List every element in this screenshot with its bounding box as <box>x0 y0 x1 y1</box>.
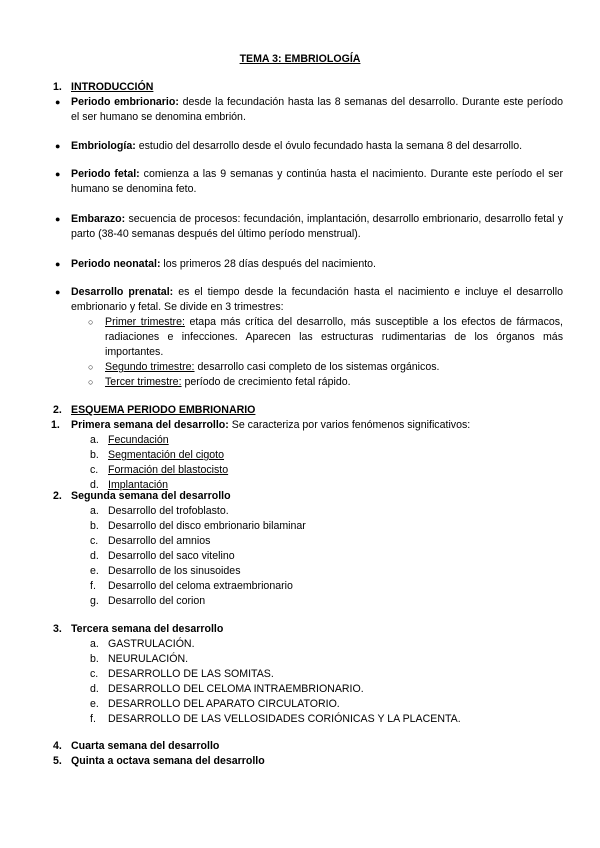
week-3 <box>53 622 563 727</box>
definition: desarrollo casi completo de los sistemas orgánicos. <box>194 361 440 373</box>
list-item: c. DESARROLLO DE LAS SOMITAS. <box>90 668 274 680</box>
section-heading <box>53 403 563 418</box>
week-title: Primera semana del desarrollo: <box>71 419 229 431</box>
week-description: Se caracteriza por varios fenómenos significativos: <box>228 419 471 431</box>
list-item: c. Formación del blastocisto <box>90 464 229 476</box>
definition: etapa más crítica del desarrollo, más susceptible a los efectos de fármacos, radiaciones e infecciones. Aparecen las estructuras rudimentarias de los órganos más importantes. <box>105 316 563 358</box>
term: Desarrollo prenatal: <box>71 286 174 298</box>
bullet-icon: ● <box>55 141 61 151</box>
bullet-periodo-fetal <box>53 167 563 197</box>
list-item: f. DESARROLLO DE LAS VELLOSIDADES CORIÓNICAS Y LA PLACENTA. <box>90 713 461 725</box>
term: Tercer trimestre: <box>105 376 182 388</box>
term: Periodo neonatal: <box>71 258 161 270</box>
trimester-segundo <box>88 360 563 375</box>
list-item: c. Desarrollo del amnios <box>90 535 211 547</box>
circle-bullet-icon: ○ <box>88 362 94 372</box>
definition: estudio del desarrollo desde el óvulo fecundado hasta la semana 8 del desarrollo. <box>135 140 523 152</box>
section-title: ESQUEMA PERIODO EMBRIONARIO <box>71 404 256 416</box>
circle-bullet-icon: ○ <box>88 377 94 387</box>
term: Embriología: <box>71 140 136 152</box>
section-esquema <box>53 403 563 418</box>
definition: comienza a las 9 semanas y continúa hasta el nacimiento. Durante este período el ser humano se denomina feto. <box>71 168 563 195</box>
bullet-periodo-neonatal <box>53 257 563 272</box>
week-title: Cuarta semana del desarrollo <box>71 740 220 752</box>
week-number: 2. <box>53 490 62 502</box>
week-number: 4. <box>53 740 62 752</box>
term: Embarazo: <box>71 213 126 225</box>
section-number: 2. <box>53 404 62 416</box>
week-number: 3. <box>53 623 62 635</box>
list-item: a. Fecundación <box>90 434 169 446</box>
list-item: e. Desarrollo de los sinusoides <box>90 565 241 577</box>
week-title: Tercera semana del desarrollo <box>71 623 224 635</box>
week-4 <box>53 739 563 754</box>
definition: desde la fecundación hasta las 8 semanas del desarrollo. Durante este período el ser humano se denomina embrión. <box>71 96 563 123</box>
definition: es el tiempo desde la fecundación hasta el nacimiento e incluye el desarrollo embrionario y fetal. Se divide en 3 trimestres: <box>71 286 563 313</box>
trimester-primer <box>88 315 563 360</box>
bullet-icon: ● <box>55 259 61 269</box>
bullet-icon: ● <box>55 97 61 107</box>
list-item: d. Desarrollo del saco vitelino <box>90 550 235 562</box>
bullet-icon: ● <box>55 214 61 224</box>
list-item: d. Implantación <box>90 479 169 491</box>
week-title: Quinta a octava semana del desarrollo <box>71 755 265 767</box>
bullet-desarrollo-prenatal <box>53 285 563 390</box>
list-item: a. GASTRULACIÓN. <box>90 638 195 650</box>
section-number: 1. <box>53 81 62 93</box>
bullet-icon: ● <box>55 287 61 297</box>
bullet-icon: ● <box>55 169 61 179</box>
definition: secuencia de procesos: fecundación, implantación, desarrollo embrionario, desarrollo fetal y parto (38-40 semanas después del último período menstrual). <box>71 213 563 240</box>
list-item: a. Desarrollo del trofoblasto. <box>90 505 229 517</box>
definition: los primeros 28 días después del nacimiento. <box>160 258 376 270</box>
definition: período de crecimiento fetal rápido. <box>181 376 351 388</box>
term: Periodo embrionario: <box>71 96 179 108</box>
list-item: f. Desarrollo del celoma extraembrionario <box>90 580 293 592</box>
list-item: b. Segmentación del cigoto <box>90 449 225 461</box>
bullet-periodo-embrionario <box>53 95 563 125</box>
section-introduccion <box>53 80 563 95</box>
bullet-embarazo <box>53 212 563 242</box>
list-item: d. DESARROLLO DEL CELOMA INTRAEMBRIONARIO. <box>90 683 364 695</box>
list-item: g. Desarrollo del corion <box>90 595 206 607</box>
list-item: e. DESARROLLO DEL APARATO CIRCULATORIO. <box>90 698 340 710</box>
week-2 <box>53 489 563 609</box>
document-title: TEMA 3: EMBRIOLOGÍA <box>239 53 361 65</box>
list-item: b. Desarrollo del disco embrionario bilaminar <box>90 520 306 532</box>
term: Periodo fetal: <box>71 168 140 180</box>
week-number: 1. <box>51 419 60 431</box>
bullet-embriologia <box>53 139 563 154</box>
circle-bullet-icon: ○ <box>88 317 94 327</box>
section-title: INTRODUCCIÓN <box>71 81 154 93</box>
week-title: Segunda semana del desarrollo <box>71 490 231 502</box>
trimester-tercer <box>88 375 563 390</box>
term: Primer trimestre: <box>105 316 185 328</box>
week-1 <box>53 418 563 493</box>
week-5 <box>53 754 563 769</box>
week-number: 5. <box>53 755 62 767</box>
section-heading <box>53 80 563 95</box>
list-item: b. NEURULACIÓN. <box>90 653 189 665</box>
term: Segundo trimestre: <box>105 361 195 373</box>
